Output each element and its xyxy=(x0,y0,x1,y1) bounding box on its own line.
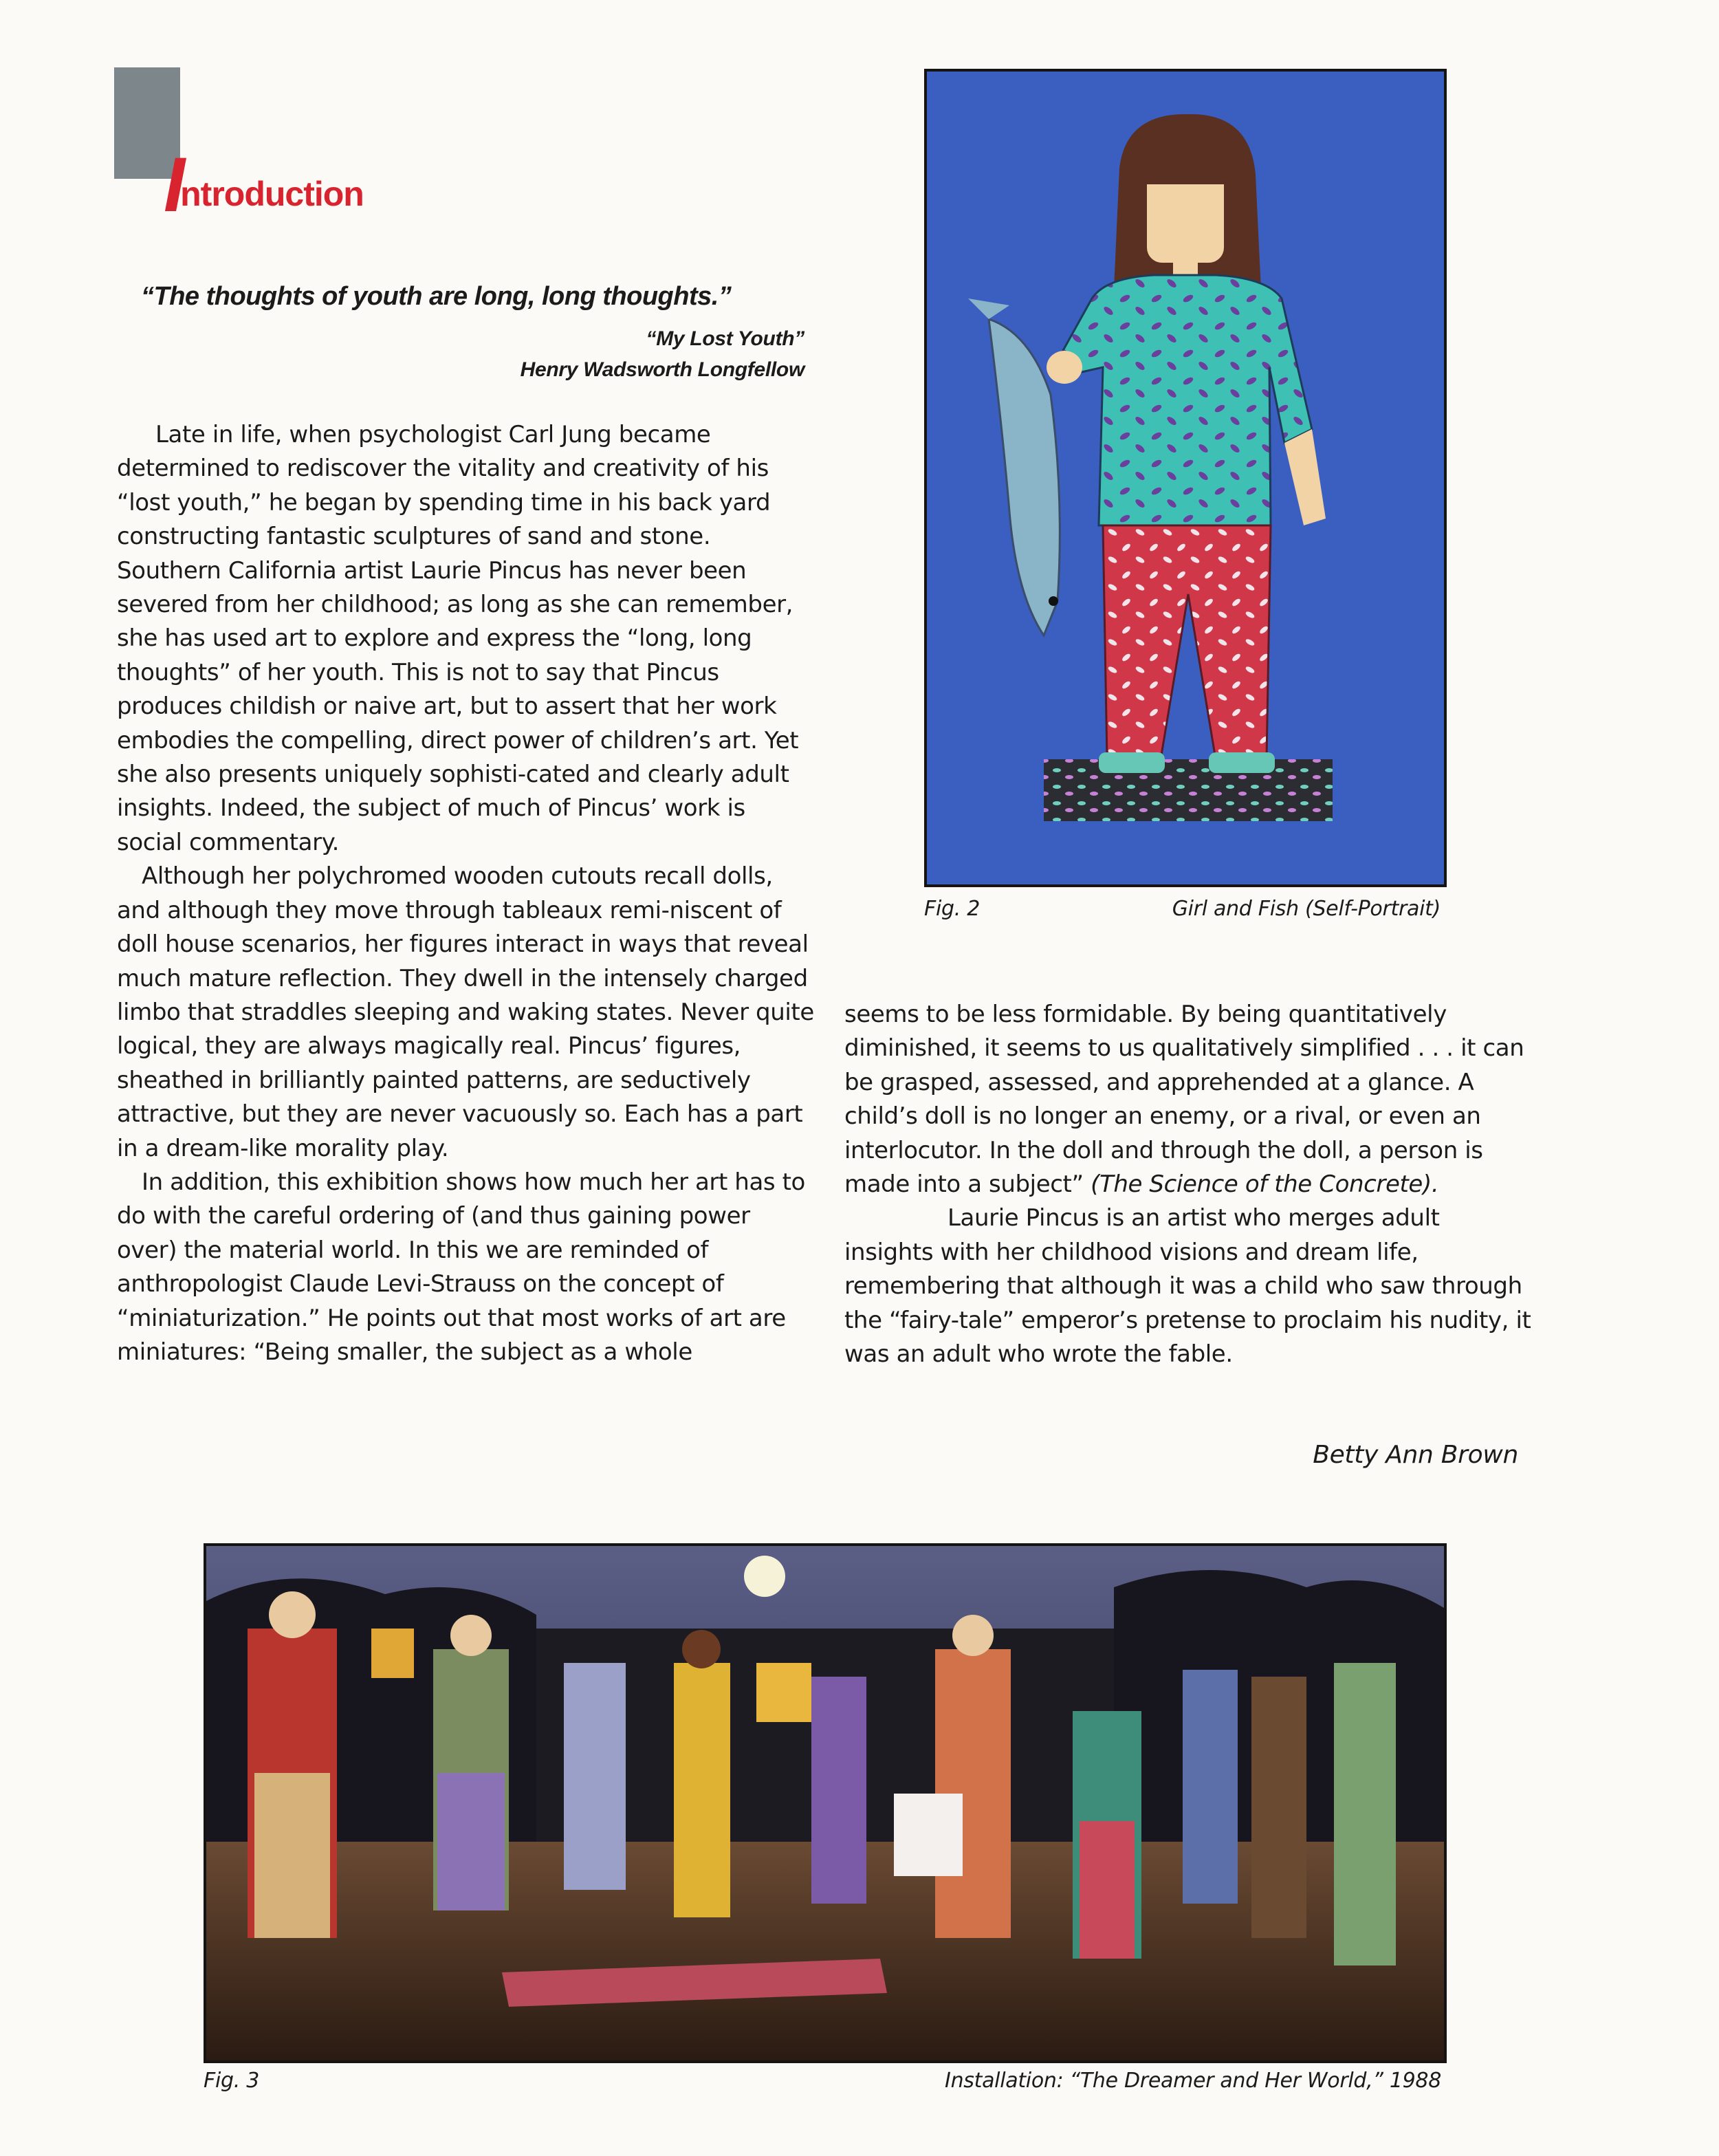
figure-2-image xyxy=(924,69,1447,887)
page-heading xyxy=(164,141,364,228)
paragraph xyxy=(844,998,1532,1201)
figure-3-image xyxy=(204,1543,1447,2063)
paragraph: Late in life, when psychologist Carl Jung became determined to rediscover the vitality and creativity of his “lost youth,” he began by spending time in his back yard constructing fantastic sculptures of sand and stone. Southern California artist Laurie Pincus has never been severed from her childhood; as long as she can remember, she has used art to explore and express the “long, long thoughts” of her youth. This is not to say that Pincus produces childish or naive art, but to assert that her work embodies the compelling, direct power of children’s art. Yet she also presents uniquely sophisti-cated and clearly adult insights. Indeed, the subject of much of Pincus’ work is social commentary. xyxy=(117,421,799,856)
sculpture-base xyxy=(1044,759,1333,821)
heading-rest: ntroduction xyxy=(180,175,364,213)
paragraph-text: seems to be less formidable. By being quantitatively diminished, it seems to us qualitatively simplified . . . it can be grasped, assessed, and apprehended at a glance. A child’s doll is no longer an enemy, or a rival, or even an interlocutor. In the doll and through the doll, a person is made into a subject” xyxy=(844,1001,1524,1199)
heading-initial: I xyxy=(164,142,185,228)
paragraph: In addition, this exhibition shows how much her art has to do with the careful ordering of (and thus gaining power over) the material world. In this we are reminded of anthropologist Claude Levi-Strauss on the concept of “miniaturization.” He points out that most works of art are miniatures: “Being smaller, the subject as a whole xyxy=(117,1168,805,1366)
author-byline: Betty Ann Brown xyxy=(1313,1441,1518,1469)
epigraph-author: Henry Wadsworth Longfellow xyxy=(520,358,804,381)
girl-and-fish-artwork xyxy=(927,72,1444,884)
figure-3-title: Installation: “The Dreamer and Her World,” 1988 xyxy=(945,2069,1441,2093)
figure-3-label: Fig. 3 xyxy=(204,2069,259,2093)
left-column xyxy=(117,418,815,1369)
figure-2-title: Girl and Fish (Self-Portrait) xyxy=(1172,897,1441,921)
epigraph-quote: “The thoughts of youth are long, long thoughts.” xyxy=(141,282,732,311)
figure-2-label: Fig. 2 xyxy=(924,897,980,921)
paragraph: Although her polychromed wooden cutouts recall dolls, and although they move through tableaux remi-niscent of doll house scenarios, her figures interact in ways that reveal much mature reflection. They dwell in the intensely charged limbo that straddles sleeping and waking states. Never quite logical, they are always magically real. Pincus’ figures, sheathed in brilliantly painted patterns, are seductively attractive, but they are never vacuously so. Each has a part in a dream-like morality play. xyxy=(117,862,814,1162)
citation: (The Science of the Concrete). xyxy=(1091,1170,1439,1199)
epigraph-source-title: “My Lost Youth” xyxy=(646,327,804,350)
paragraph: Laurie Pincus is an artist who merges adult insights with her childhood visions and dream life, remembering that although it was a child who saw through the “fairy-tale” emperor’s pretense to proclaim his nudity, it was an adult who wrote the fable. xyxy=(844,1204,1531,1369)
right-column xyxy=(844,998,1532,1371)
installation-artwork xyxy=(206,1546,1444,2060)
